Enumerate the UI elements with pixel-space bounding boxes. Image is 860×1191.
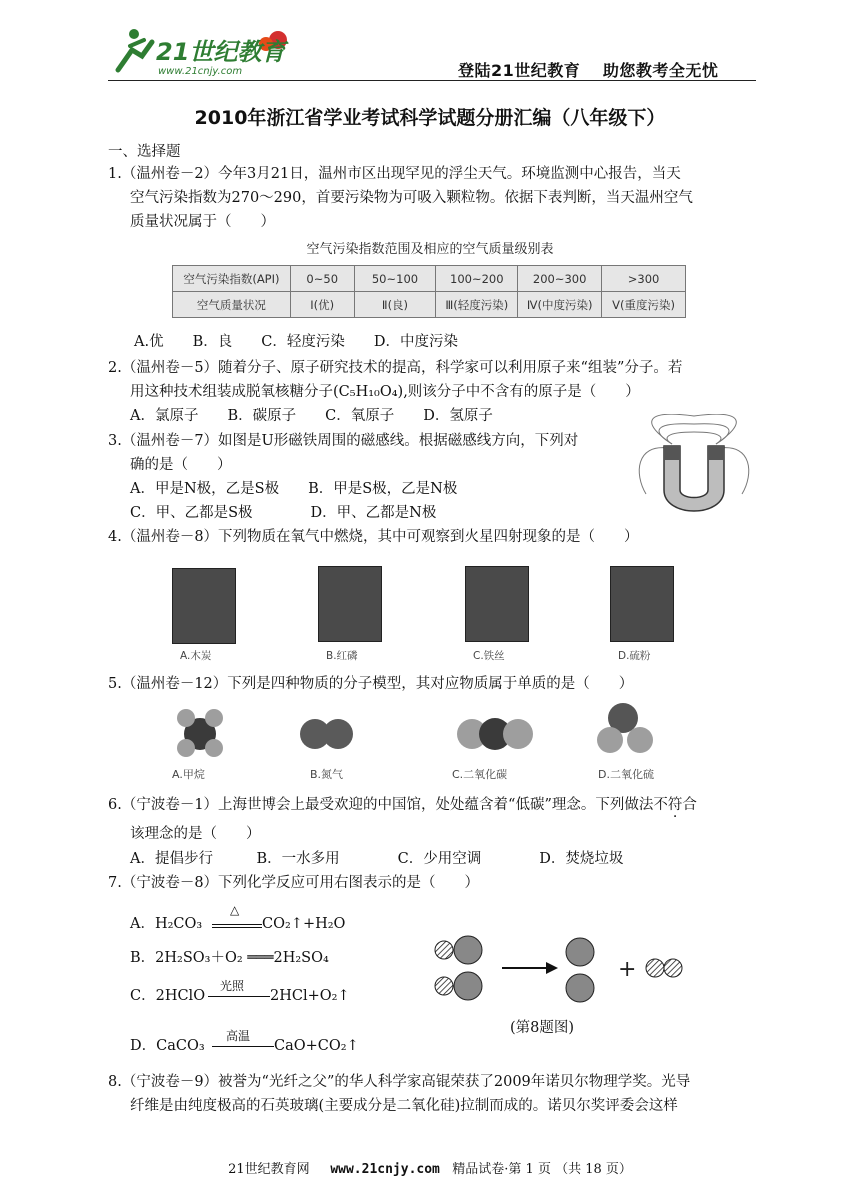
table-cell: Ⅰ(优)	[290, 292, 354, 318]
q7-option-d-cond: 高温	[226, 1029, 251, 1043]
q4-line1: 4.（温州卷－8）下列物质在氧气中燃烧，其中可观察到火星四射现象的是（ ）	[108, 529, 639, 545]
q6-line1-text: 6.（宁波卷－1）上海世博会上最受欢迎的中国馆，处处蕴含着“低碳”理念。下列做法	[108, 797, 654, 813]
footer-page-info: 精品试卷·第 1 页 （共 18 页）	[452, 1162, 632, 1177]
q3-option-2: C．甲、乙都是S极 D．甲、乙都是N极	[130, 505, 437, 521]
q5-label-b: B.氮气	[310, 768, 344, 781]
photo-iron-wire	[465, 566, 529, 642]
q2-line1: 2.（温州卷－5）随着分子、原子研究技术的提高，科学家可以利用原子来“组装”分子。若	[108, 360, 683, 376]
q7-option-a-left: A．H₂CO₃	[130, 916, 203, 932]
table-cell: Ⅱ(良)	[354, 292, 436, 318]
table-cell: Ⅲ(轻度污染)	[436, 292, 518, 318]
q4-label-b: B.红磷	[326, 650, 358, 662]
q7-option-d-left: D．CaCO₃	[130, 1038, 205, 1054]
reaction-diagram	[430, 934, 700, 1010]
u-magnet-figure	[632, 414, 756, 520]
table-cell: >300	[602, 266, 686, 292]
reactant-molecule-icon	[435, 936, 482, 1000]
logo-url: www.21cnjy.com	[158, 66, 243, 77]
q2-line2: 用这种技术组装成脱氧核糖分子(C₅H₁₀O₄),则该分子中不含有的原子是（ ）	[130, 384, 640, 400]
site-logo	[108, 20, 308, 80]
q7-option-d-bar	[212, 1046, 274, 1047]
q7-option-c-left: C．2HClO	[130, 988, 206, 1004]
u-magnet-icon	[632, 414, 756, 520]
table-cell: 100~200	[436, 266, 518, 292]
q7-figure-caption: (第8题图)	[510, 1020, 575, 1036]
product-molecule-icon	[566, 938, 594, 1002]
q5-line1: 5.（温州卷－12）下列是四种物质的分子模型，其对应物质属于单质的是（ ）	[108, 676, 634, 692]
table-cell: Ⅴ(重度污染)	[602, 292, 686, 318]
q8-line1: 8.（宁波卷－9）被誉为“光纤之父”的华人科学家高锟荣获了2009年诺贝尔物理学奖。光导	[108, 1074, 691, 1090]
table-cell: 0~50	[290, 266, 354, 292]
photo-sulfur-powder	[610, 566, 674, 642]
q1-line1: 1.（温州卷－2）今年3月21日，温州市区出现罕见的浮尘天气。环境监测中心报告，当天	[108, 166, 681, 182]
table-cell: 空气污染指数(API)	[173, 266, 291, 292]
q1-line2: 空气污染指数为270～290，首要污染物为可吸入颗粒物。依据下表判断，当天温州空气	[130, 190, 693, 206]
q4-label-c: C.铁丝	[473, 650, 505, 662]
sulfur-dioxide-molecule-icon	[597, 703, 653, 753]
q4-label-d: D.硫粉	[618, 650, 651, 662]
header-divider	[108, 80, 756, 81]
q3-line1: 3.（温州卷－7）如图是U形磁铁周围的磁感线。根据磁感线方向，下列对	[108, 433, 579, 449]
table-row	[173, 266, 686, 292]
nitrogen-molecule-icon	[300, 719, 353, 749]
q5-label-d: D.二氧化硫	[598, 768, 654, 781]
table-row	[173, 292, 686, 318]
methane-molecule-icon	[177, 709, 223, 757]
table-cell: 200~300	[518, 266, 602, 292]
q3-line2: 确的是（ ）	[130, 457, 232, 473]
q5-label-c: C.二氧化碳	[452, 768, 508, 781]
q2-options: A．氯原子 B．碳原子 C．氧原子 D．氢原子	[130, 408, 493, 424]
q4-label-a: A.木炭	[180, 650, 212, 662]
product-diatomic-icon	[646, 959, 682, 977]
molecule-models	[160, 696, 720, 766]
q6-options: A．提倡步行 B．一水多用 C．少用空调 D．焚烧垃圾	[130, 851, 624, 867]
section-heading: 一、选择题	[108, 144, 181, 160]
q7-option-a-right: CO₂↑+H₂O	[262, 916, 346, 932]
q7-option-d-right: CaO+CO₂↑	[274, 1038, 359, 1054]
footer-site-name: 21世纪教育网	[228, 1162, 310, 1177]
q7-option-c-bar	[208, 996, 270, 997]
q7-option-c-right: 2HCl+O₂↑	[270, 988, 350, 1004]
q1-options: A.优 B．良 C．轻度污染 D．中度污染	[134, 334, 458, 350]
footer-url[interactable]: www.21cnjy.com	[330, 1162, 440, 1177]
q7-option-b: B．2H₂SO₃＋O₂ ═══2H₂SO₄	[130, 950, 329, 966]
q1-line3: 质量状况属于（ ）	[130, 214, 275, 230]
q3-option-1: A．甲是N极，乙是S极 B．甲是S极，乙是N极	[130, 481, 458, 497]
table-cell: Ⅳ(中度污染)	[518, 292, 602, 318]
header-slogan: 登陆21世纪教育 助您教考全无忧	[458, 61, 719, 80]
page-title: 2010年浙江省学业考试科学试题分册汇编（八年级下）	[194, 107, 666, 129]
logo-runner-icon	[108, 20, 308, 80]
q7-option-a-bar2	[212, 927, 262, 928]
q6-line2: 该理念的是（ ）	[130, 826, 261, 842]
q8-line2: 纤维是由纯度极高的石英玻璃(主要成分是二氧化硅)拉制而成的。诺贝尔奖评委会这样	[130, 1098, 678, 1114]
logo-text: 21世纪教育	[156, 38, 286, 66]
q7-line1: 7.（宁波卷－8）下列化学反应可用右图表示的是（ ）	[108, 875, 480, 891]
plus-icon: +	[618, 957, 637, 982]
reaction-arrow-icon	[502, 962, 558, 974]
table-cell: 50~100	[354, 266, 436, 292]
q7-option-a-bar	[212, 924, 262, 925]
page-footer	[0, 1160, 860, 1180]
q1-table-caption: 空气污染指数范围及相应的空气质量级别表	[306, 242, 554, 257]
photo-charcoal	[172, 568, 236, 644]
q7-option-c-cond: 光照	[220, 979, 245, 993]
photo-red-phosphorus	[318, 566, 382, 642]
q7-option-a-cond: △	[230, 903, 240, 917]
api-table	[172, 265, 686, 318]
q6-emphasis: 不符合	[653, 797, 697, 813]
q6-line1	[108, 795, 697, 815]
carbon-dioxide-molecule-icon	[457, 718, 533, 750]
table-cell: 空气质量状况	[173, 292, 291, 318]
q5-label-a: A.甲烷	[172, 768, 205, 781]
